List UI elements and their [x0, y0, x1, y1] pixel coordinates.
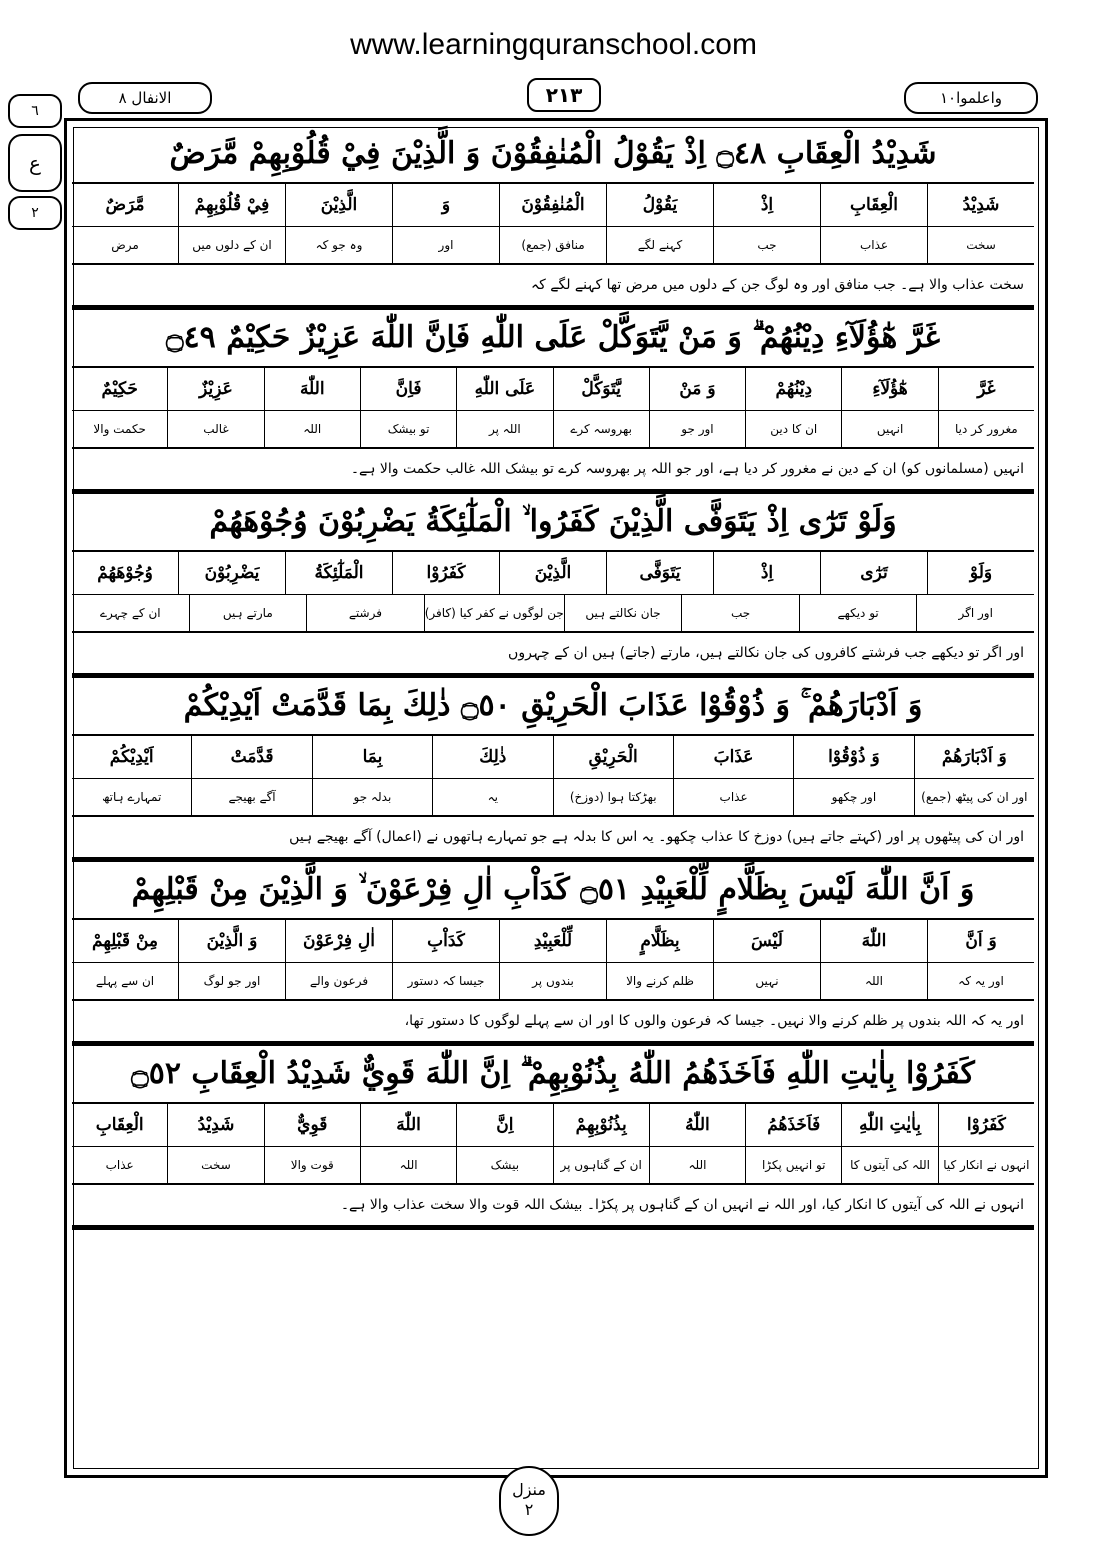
urdu-meaning: تو بیشک: [360, 411, 456, 447]
urdu-translation: انہوں نے اللہ کی آیتوں کا انکار کیا، اور اللہ نے انہیں ان کے گناہوں پر پکڑا۔ بیشک اللہ قوت والا سخت عذاب والا ہے۔: [72, 1185, 1034, 1227]
arabic-word: قَوِيٌّ: [264, 1104, 360, 1146]
urdu-meaning: عذاب: [105, 1158, 134, 1172]
arabic-word: مَّرَضٌ: [105, 195, 145, 215]
urdu-meaning: انہیں: [841, 411, 937, 447]
arabic-word: اللّٰهَ: [820, 920, 927, 962]
urdu-meaning: اور جو لوگ: [178, 963, 285, 999]
arabic-word: وُجُوْهَهُمْ: [97, 563, 153, 583]
arabic-verse-line: شَدِيْدُ الْعِقَابِ ۝٤٨ اِذْ يَقُوْلُ الْمُنٰفِقُوْنَ وَ الَّذِيْنَ فِيْ قُلُوْبِهِمْ مَّرَضٌ: [72, 126, 1034, 184]
urdu-translation: اور ان کی پیٹھوں پر اور (کہتے جاتے ہیں) دوزخ کا عذاب چکھو۔ یہ اس کا بدلہ ہے جو تمہارے ہاتھوں نے (اعمال) آگے بھیجے ہیں: [72, 817, 1034, 859]
urdu-translation: انہیں (مسلمانوں کو) ان کے دین نے مغرور کر دیا ہے، اور جو اللہ پر بھروسہ کرے تو بیشک اللہ غالب حکمت والا ہے۔: [72, 449, 1034, 491]
urdu-meaning: انہوں نے انکار کیا: [938, 1147, 1034, 1183]
arabic-word: بِذُنُوْبِهِمْ: [553, 1104, 649, 1146]
urdu-translation: سخت عذاب والا ہے۔ جب منافق اور وہ لوگ جن کے دلوں میں مرض تھا کہنے لگے کہ: [72, 265, 1034, 307]
arabic-word: وَ ذُوْقُوْا: [793, 736, 913, 778]
arabic-word: وَ الَّذِيْنَ: [178, 920, 285, 962]
arabic-word: هٰٓؤُلَآءِ: [841, 368, 937, 410]
arabic-word: لَيْسَ: [713, 920, 820, 962]
manzil-number: ٢: [524, 1500, 534, 1519]
arabic-word: ذٰلِكَ: [432, 736, 552, 778]
arabic-word: اِذْ: [713, 552, 820, 594]
urdu-meaning: جب: [713, 227, 820, 263]
urdu-meaning: مغرور کر دیا: [938, 411, 1034, 447]
arabic-word: شَدِيْدُ: [167, 1104, 263, 1146]
page-header: [72, 78, 1042, 116]
urdu-meaning: قوت والا: [264, 1147, 360, 1183]
arabic-word: اللّٰهَ: [360, 1104, 456, 1146]
arabic-verse-line: غَرَّ هٰٓؤُلَآءِ دِيْنُهُمْ ۗ وَ مَنْ يَّتَوَكَّلْ عَلَى اللّٰهِ فَاِنَّ اللّٰهَ عَزِيْزٌ حَكِيْمٌ ۝٤٩: [72, 310, 1034, 368]
arabic-word: اِنَّ: [456, 1104, 552, 1146]
urdu-meaning: اللہ پر: [456, 411, 552, 447]
arabic-word: عَذَابَ: [673, 736, 793, 778]
urdu-meaning: اللہ: [264, 411, 360, 447]
arabic-word: يَقُوْلُ: [606, 184, 713, 226]
urdu-meaning: بدلہ جو: [312, 779, 432, 815]
urdu-meaning: اللہ: [649, 1147, 745, 1183]
verse-block: [72, 494, 1034, 678]
arabic-word: اللّٰهُ: [649, 1104, 745, 1146]
arabic-word: فَاَخَذَهُمُ: [745, 1104, 841, 1146]
arabic-word: وَ: [392, 184, 499, 226]
arabic-word: وَلَوْ: [927, 552, 1034, 594]
meaning-row: [72, 227, 1034, 265]
urdu-meaning: مرض: [111, 238, 139, 252]
manzil-label: منزل: [512, 1480, 546, 1499]
urdu-meaning: جن لوگوں نے کفر کیا (کافر): [424, 595, 564, 631]
arabic-word: وَ مَنْ: [649, 368, 745, 410]
word-row: [72, 920, 1034, 963]
urdu-meaning: آگے بھیجے: [191, 779, 311, 815]
arabic-word: فِيْ قُلُوْبِهِمْ: [178, 184, 285, 226]
word-row: [72, 368, 1034, 411]
urdu-meaning: منافق (جمع): [499, 227, 606, 263]
urdu-meaning: فرشتے: [306, 595, 424, 631]
arabic-word: الْمُنٰفِقُوْنَ: [499, 184, 606, 226]
urdu-meaning: بھروسہ کرے: [553, 411, 649, 447]
urdu-meaning: ان کے چہرے: [99, 606, 161, 620]
word-row: [72, 184, 1034, 227]
arabic-word: عَزِيْزٌ: [167, 368, 263, 410]
arabic-verse-line: كَفَرُوْا بِاٰيٰتِ اللّٰهِ فَاَخَذَهُمُ اللّٰهُ بِذُنُوْبِهِمْ ۗ اِنَّ اللّٰهَ قَوِيٌّ شَدِيْدُ الْعِقَابِ ۝٥٢: [72, 1046, 1034, 1104]
urdu-meaning: اللہ: [360, 1147, 456, 1183]
urdu-meaning: جان نکالتے ہیں: [564, 595, 682, 631]
urdu-meaning: بیشک: [456, 1147, 552, 1183]
urdu-meaning: ان کے گناہوں پر: [553, 1147, 649, 1183]
meaning-row: [72, 779, 1034, 817]
arabic-word: الْعِقَابِ: [95, 1115, 144, 1135]
urdu-meaning: بھڑکتا ہوا (دوزخ): [553, 779, 673, 815]
arabic-word: وَ اَنَّ: [927, 920, 1034, 962]
meaning-row: [72, 1147, 1034, 1185]
urdu-meaning: جیسا کہ دستور: [392, 963, 499, 999]
urdu-translation: اور یہ کہ اللہ بندوں پر ظلم کرنے والا نہیں۔ جیسا کہ فرعون والوں کا اور ان سے پہلے لوگوں کا دستور تھا،: [72, 1001, 1034, 1043]
arabic-word: كَفَرُوْا: [392, 552, 499, 594]
urdu-meaning: اللہ کی آیتوں کا: [841, 1147, 937, 1183]
page-number: ٢١٣: [527, 78, 601, 112]
urdu-meaning: کہنے لگے: [606, 227, 713, 263]
urdu-meaning: فرعون والے: [285, 963, 392, 999]
verse-block: [72, 310, 1034, 494]
surah-name: الانفال ٨: [78, 82, 212, 114]
arabic-word: اٰلِ فِرْعَوْنَ: [285, 920, 392, 962]
website-url: www.learningquranschool.com: [350, 28, 757, 61]
arabic-word: بِظَلَّامٍ: [606, 920, 713, 962]
verse-block: [72, 1046, 1034, 1230]
arabic-word: شَدِيْدُ: [927, 184, 1034, 226]
urdu-meaning: نہیں: [713, 963, 820, 999]
urdu-meaning: اور ان کی پیٹھ (جمع): [914, 779, 1034, 815]
arabic-word: تَرٰٓى: [820, 552, 927, 594]
urdu-meaning: سخت: [167, 1147, 263, 1183]
urdu-meaning: تو انہیں پکڑا: [745, 1147, 841, 1183]
word-row: [72, 736, 1034, 779]
arabic-word: اللّٰهَ: [264, 368, 360, 410]
arabic-word: كَفَرُوْا: [938, 1104, 1034, 1146]
side-marker-top: ٦: [8, 94, 62, 128]
urdu-translation: اور اگر تو دیکھے جب فرشتے کافروں کی جان نکالتے ہیں، مارتے (جاتے) ہیں ان کے چہروں: [72, 633, 1034, 675]
word-row: [72, 1104, 1034, 1147]
arabic-word: بِاٰيٰتِ اللّٰهِ: [841, 1104, 937, 1146]
juz-name: واعلموا١٠: [904, 82, 1038, 114]
urdu-meaning: یہ: [432, 779, 552, 815]
urdu-meaning: اور جو: [649, 411, 745, 447]
urdu-meaning: ان کا دین: [745, 411, 841, 447]
arabic-word: يَتَوَفَّى: [606, 552, 713, 594]
urdu-meaning: عذاب: [673, 779, 793, 815]
meaning-row: [72, 411, 1034, 449]
urdu-meaning: اور اگر: [916, 595, 1034, 631]
urdu-meaning: اللہ: [820, 963, 927, 999]
urdu-meaning: حکمت والا: [93, 422, 146, 436]
urdu-meaning: غالب: [167, 411, 263, 447]
arabic-word: وَ اَدْبَارَهُمْ: [914, 736, 1034, 778]
arabic-word: حَكِيْمٌ: [101, 379, 138, 399]
verse-block: [72, 126, 1034, 310]
urdu-meaning: ان کے دلوں میں: [178, 227, 285, 263]
arabic-word: يَّتَوَكَّلْ: [553, 368, 649, 410]
arabic-word: الَّذِيْنَ: [285, 184, 392, 226]
verse-block: [72, 678, 1034, 862]
arabic-word: الَّذِيْنَ: [499, 552, 606, 594]
arabic-word: لِّلْعَبِيْدِ: [499, 920, 606, 962]
urdu-meaning: ان سے پہلے: [95, 974, 155, 988]
urdu-meaning: تمہارے ہاتھ: [102, 790, 162, 804]
arabic-verse-line: وَ اَنَّ اللّٰهَ لَيْسَ بِظَلَّامٍ لِّلْعَبِيْدِ ۝٥١ كَدَاْبِ اٰلِ فِرْعَوْنَ ۙ وَ الَّذِيْنَ مِنْ قَبْلِهِمْ: [72, 862, 1034, 920]
arabic-word: اِذْ: [713, 184, 820, 226]
urdu-meaning: اور یہ کہ: [927, 963, 1034, 999]
verse-block: [72, 862, 1034, 1046]
urdu-meaning: تو دیکھے: [799, 595, 917, 631]
arabic-word: اَيْدِيْكُمْ: [109, 747, 154, 767]
urdu-meaning: جب: [681, 595, 799, 631]
urdu-meaning: مارتے ہیں: [189, 595, 307, 631]
urdu-meaning: سخت: [927, 227, 1034, 263]
urdu-meaning: وہ جو کہ: [285, 227, 392, 263]
urdu-meaning: اور: [392, 227, 499, 263]
arabic-word: دِيْنُهُمْ: [745, 368, 841, 410]
urdu-meaning: ظلم کرنے والا: [606, 963, 713, 999]
arabic-verse-line: وَلَوْ تَرٰٓى اِذْ يَتَوَفَّى الَّذِيْنَ كَفَرُوا ۙ الْمَلٰٓئِكَةُ يَضْرِبُوْنَ وُجُوْهَهُمْ: [72, 494, 1034, 552]
arabic-word: بِمَا: [312, 736, 432, 778]
arabic-word: قَدَّمَتْ: [191, 736, 311, 778]
arabic-verse-line: وَ اَدْبَارَهُمْ ۚ وَ ذُوْقُوْا عَذَابَ الْحَرِيْقِ ۝٥٠ ذٰلِكَ بِمَا قَدَّمَتْ اَيْدِيْكُمْ: [72, 678, 1034, 736]
arabic-word: فَاِنَّ: [360, 368, 456, 410]
arabic-word: مِنْ قَبْلِهِمْ: [92, 931, 158, 951]
word-row: [72, 552, 1034, 595]
arabic-word: الْعِقَابِ: [820, 184, 927, 226]
arabic-word: الْمَلٰٓئِكَةُ: [285, 552, 392, 594]
verse-blocks: [72, 126, 1034, 1230]
urdu-meaning: عذاب: [820, 227, 927, 263]
arabic-word: كَدَاْبِ: [392, 920, 499, 962]
arabic-word: يَضْرِبُوْنَ: [178, 552, 285, 594]
arabic-word: عَلَى اللّٰهِ: [456, 368, 552, 410]
urdu-meaning: اور چکھو: [793, 779, 913, 815]
ruku-marker: ع: [8, 134, 62, 192]
meaning-row: [72, 595, 1034, 633]
arabic-word: الْحَرِيْقِ: [553, 736, 673, 778]
meaning-row: [72, 963, 1034, 1001]
side-marker-bottom: ٢: [8, 196, 62, 230]
arabic-word: غَرَّ: [938, 368, 1034, 410]
urdu-meaning: بندوں پر: [499, 963, 606, 999]
manzil-marker: [499, 1466, 559, 1536]
